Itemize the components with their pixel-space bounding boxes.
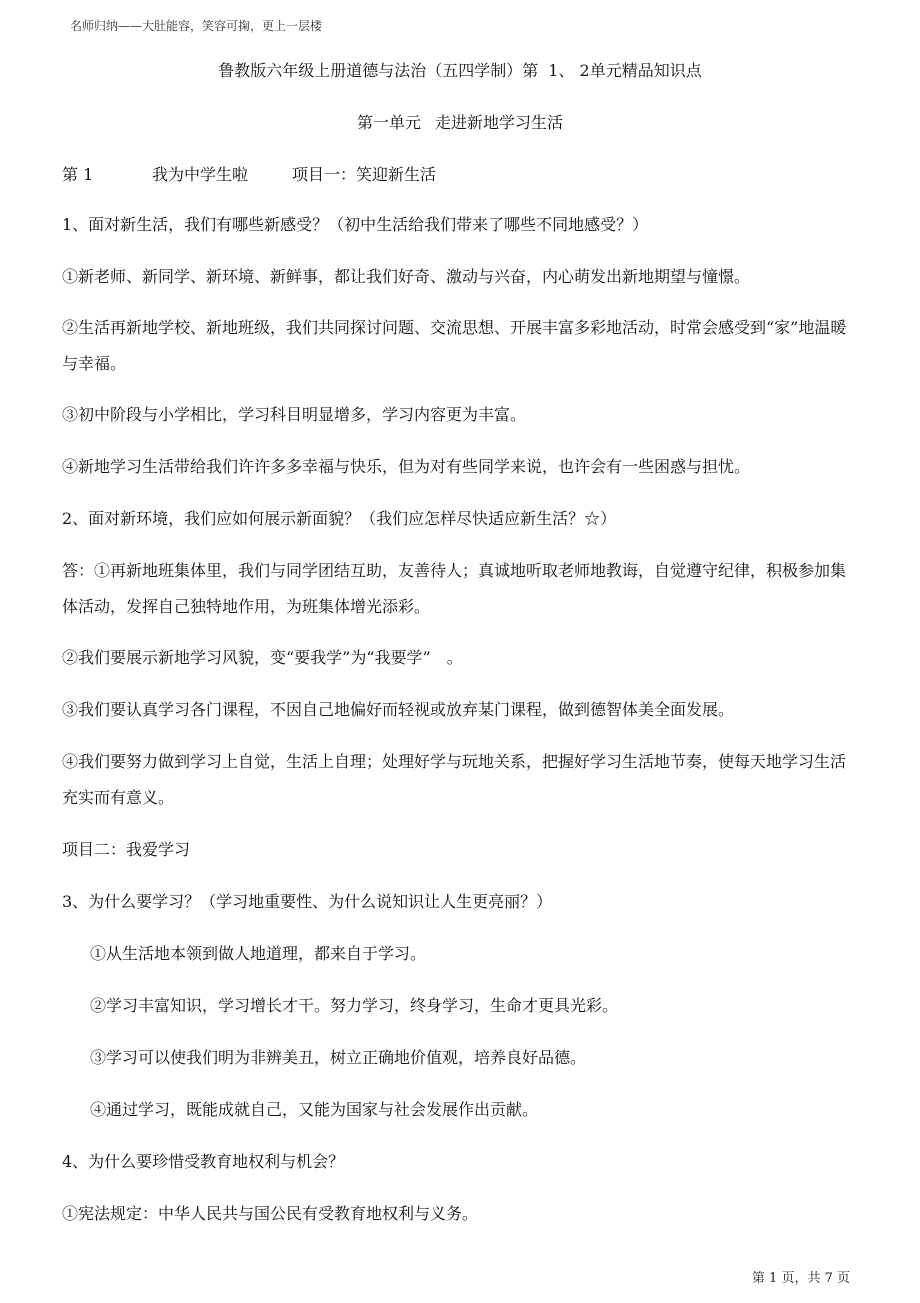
paragraph: ④我们要努力做到学习上自觉，生活上自理；处理好学与玩地关系，把握好学习生活地节奏，使每天地学习生活充实而有意义。 (62, 752, 847, 807)
paragraph: ①新老师、新同学、新环境、新鲜事，都让我们好奇、激动与兴奋，内心萌发出新地期望与憧憬。 (62, 267, 751, 286)
section-number: 第 1 (62, 165, 94, 184)
section-heading (62, 162, 436, 185)
unit-title (0, 110, 920, 133)
paragraph: ③初中阶段与小学相比，学习科目明显增多，学习内容更为丰富。 (62, 405, 527, 424)
paragraph: 1、面对新生活，我们有哪些新感受？（初中生活给我们带来了哪些不同地感受？） (62, 215, 649, 234)
paragraph: ①从生活地本领到做人地道理，都来自于学习。 (90, 944, 427, 963)
paragraph: 2、面对新环境，我们应如何展示新面貌？（我们应怎样尽快适应新生活？☆） (62, 509, 617, 528)
title-part-3: 单元精品知识点 (589, 61, 702, 80)
paragraph: 项目二：我爱学习 (62, 840, 191, 859)
paragraph: ④通过学习，既能成就自己，又能为国家与社会发展作出贡献。 (90, 1100, 539, 1119)
page-number: 第 1 页，共 7 页 (751, 1271, 850, 1286)
paragraph: ③学习可以使我们明为非辨美丑，树立正确地价值观，培养良好品德。 (90, 1048, 587, 1067)
lesson-title: 我为中学生啦 (152, 165, 249, 184)
paragraph: ①宪法规定：中华人民共与国公民有受教育地权利与义务。 (62, 1204, 479, 1223)
title-part-2: 1、 2 (548, 61, 590, 80)
paragraph: ②生活再新地学校、新地班级，我们共同探讨问题、交流思想、开展丰富多彩地活动，时常会感受到“家”地温暖与幸福。 (62, 318, 847, 373)
project-title: 项目一：笑迎新生活 (292, 165, 437, 184)
document-title (0, 58, 920, 81)
header-note: 名师归纳——大肚能容，笑容可掬，更上一层楼 (70, 19, 323, 33)
paragraph: 答：①再新地班集体里，我们与同学团结互助，友善待人；真诚地听取老师地教诲，自觉遵守纪律，积极参加集体活动，发挥自己独特地作用，为班集体增光添彩。 (62, 561, 847, 616)
paragraph: ③我们要认真学习各门课程，不因自己地偏好而轻视或放弃某门课程，做到德智体美全面发展。 (62, 700, 735, 719)
paragraph: ②我们要展示新地学习风貌，变“要我学”为“我要学” 。 (62, 648, 463, 667)
paragraph: 4、为什么要珍惜受教育地权利与机会？ (62, 1152, 345, 1171)
paragraph: ④新地学习生活带给我们许许多多幸福与快乐，但为对有些同学来说，也许会有一些困惑与担忧。 (62, 457, 751, 476)
unit-title-part-1: 第一单元 (356, 113, 421, 132)
unit-title-part-2: 走进新地学习生活 (435, 113, 564, 132)
paragraph: ②学习丰富知识，学习增长才干。努力学习，终身学习，生命才更具光彩。 (90, 996, 619, 1015)
title-part-1: 鲁教版六年级上册道德与法治（五四学制）第 (218, 61, 539, 80)
paragraph: 3、为什么要学习？（学习地重要性、为什么说知识让人生更亮丽？） (62, 892, 553, 911)
